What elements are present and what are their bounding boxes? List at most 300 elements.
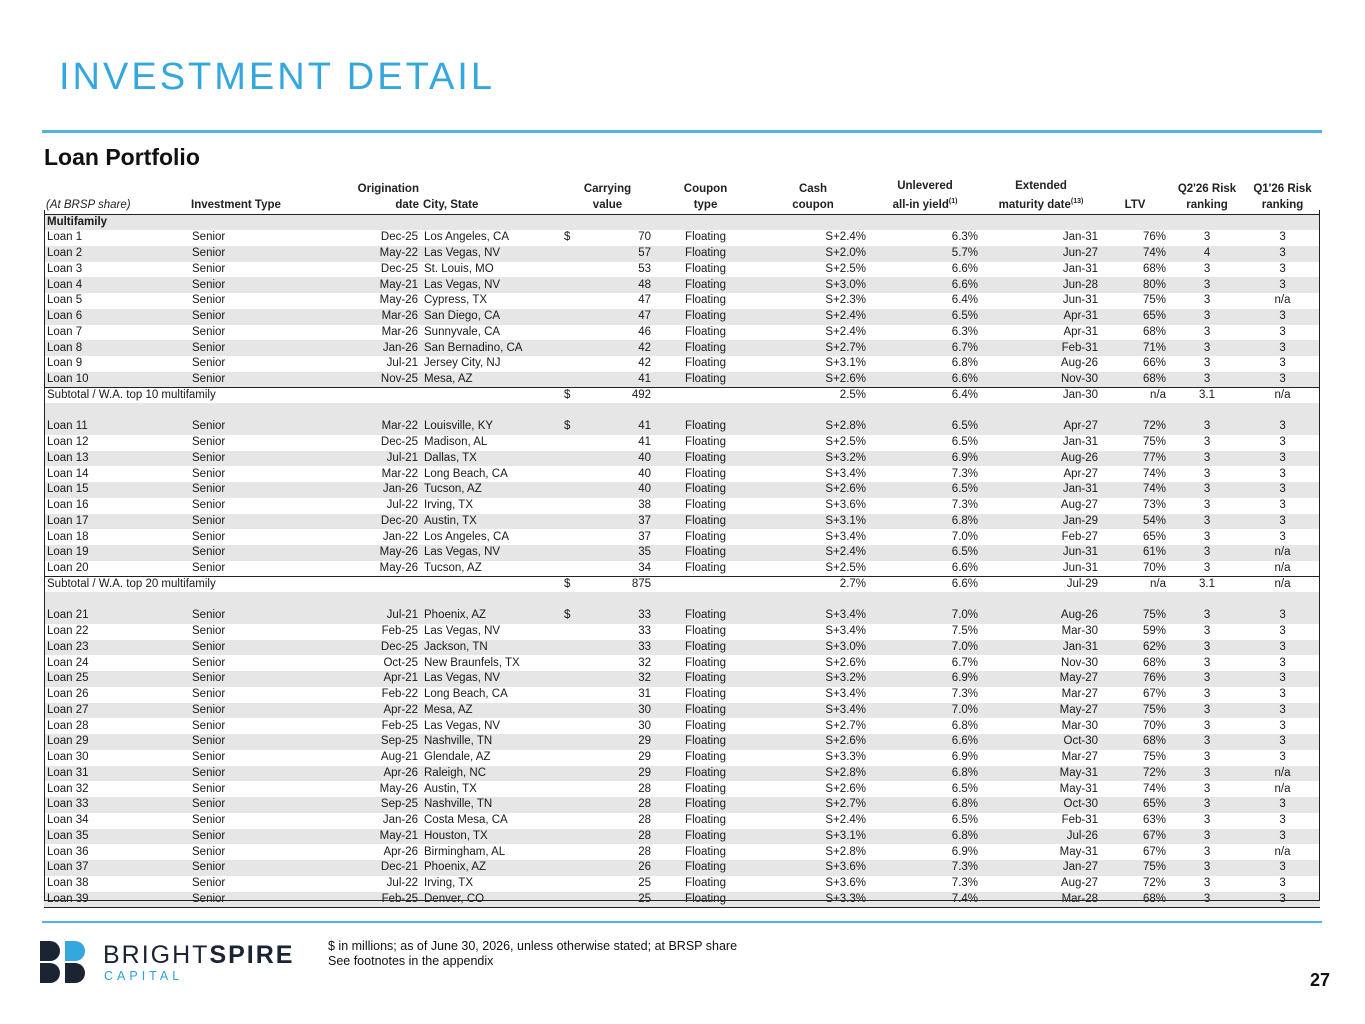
table-row	[44, 608, 1320, 624]
cell-unlevered-yield: 6.5%	[951, 436, 979, 449]
cell-cash-coupon: S+2.4%	[825, 325, 867, 338]
cell-extended-maturity: Aug-27	[1060, 499, 1099, 512]
cell-ltv: 67%	[1142, 688, 1167, 701]
cell-q2-risk-ranking: 3	[1203, 625, 1211, 638]
cell-q1-risk-ranking: n/a	[1274, 561, 1291, 574]
cell-cash-coupon: S+3.6%	[825, 877, 867, 890]
cell-q2-risk-ranking: 3	[1169, 419, 1245, 435]
cell-unlevered-yield: 7.0%	[869, 608, 981, 624]
cell-origination-date: Jul-21	[309, 451, 421, 467]
table-row	[44, 340, 1320, 356]
cell-name: Loan 31	[44, 766, 189, 782]
cell-city-state: Mesa, AZ	[421, 703, 561, 719]
cell-dollar-sign	[561, 482, 581, 498]
table-row	[44, 687, 1320, 703]
cell-city-state: Denver, CO	[421, 892, 561, 908]
cell-investment-type: Senior	[192, 845, 226, 858]
cell-carrying-value: 28	[638, 782, 652, 795]
subtotal-row	[44, 577, 1320, 593]
cell-coupon-type: Floating	[654, 309, 757, 325]
cell-city-state: Jersey City, NJ	[424, 357, 501, 370]
cell-dollar-sign	[561, 813, 581, 829]
cell-investment-type: Senior	[189, 608, 309, 624]
cell-name: Loan 5	[47, 294, 83, 307]
cell-dollar-sign	[561, 356, 581, 372]
cell-carrying-value: 40	[638, 467, 652, 480]
cell-name: Loan 11	[44, 419, 189, 435]
cell-extended-maturity: Nov-30	[981, 372, 1101, 388]
cell-unlevered-yield: 7.0%	[869, 703, 981, 719]
cell-dollar-sign: $	[561, 608, 581, 624]
cell-q2-risk-ranking: 3	[1169, 860, 1245, 876]
table-row	[44, 482, 1320, 498]
cell-unlevered-yield: 6.6%	[869, 372, 981, 388]
cell-dollar-sign	[561, 844, 581, 860]
cell-ltv: 68%	[1142, 325, 1167, 338]
cell-dollar-sign	[561, 797, 581, 813]
table-row	[44, 545, 1320, 561]
cell-unlevered-yield: 6.6%	[869, 577, 981, 593]
cell-carrying-value: 41	[638, 436, 652, 449]
cell-coupon-type	[654, 388, 757, 404]
cell-cash-coupon: S+3.3%	[757, 892, 869, 908]
cell-city-state: Phoenix, AZ	[421, 860, 561, 876]
cell-q1-risk-ranking: 3	[1245, 703, 1320, 719]
cell-ltv: 65%	[1101, 309, 1169, 325]
cell-cash-coupon: S+2.4%	[825, 814, 867, 827]
cell-name: Loan 8	[44, 340, 189, 356]
table-row	[44, 498, 1320, 514]
cell-origination-date: Mar-22	[309, 419, 421, 435]
cell-cash-coupon: S+3.4%	[757, 703, 869, 719]
footnote-line-2: See footnotes in the appendix	[328, 954, 494, 968]
cell-carrying-value: 37	[581, 514, 654, 530]
cell-origination-date: Jul-22	[386, 877, 418, 890]
cell-q2-risk-ranking: 3	[1169, 703, 1245, 719]
cell-investment-type: Senior	[189, 829, 309, 845]
cell-unlevered-yield: 6.8%	[869, 766, 981, 782]
cell-q1-risk-ranking: 3	[1245, 309, 1320, 325]
cell-carrying-value: 57	[581, 246, 654, 262]
spacer-row	[44, 403, 1320, 419]
cell-coupon-type: Floating	[654, 671, 757, 687]
cell-q1-risk-ranking: 3	[1245, 246, 1320, 262]
table-row	[44, 435, 1320, 451]
cell-dollar-sign	[561, 624, 581, 640]
cell-q1-risk-ranking: 3	[1279, 436, 1286, 449]
table-row	[44, 860, 1320, 876]
cell-dollar-sign	[561, 372, 581, 388]
cell-q1-risk-ranking: 3	[1279, 656, 1286, 669]
cell-carrying-value: 29	[581, 766, 654, 782]
cell-q2-risk-ranking: 3	[1203, 467, 1211, 480]
table-row	[44, 419, 1320, 435]
cell-coupon-type: Floating	[685, 467, 726, 480]
cell-q2-risk-ranking: 3	[1203, 877, 1211, 890]
cell-carrying-value: 40	[581, 451, 654, 467]
table-row	[44, 514, 1320, 530]
table-row	[44, 671, 1320, 687]
cell-coupon-type: Floating	[654, 340, 757, 356]
cell-unlevered-yield: 6.5%	[869, 545, 981, 561]
cell-cash-coupon: S+3.2%	[757, 671, 869, 687]
cell-q2-risk-ranking: 3	[1203, 357, 1211, 370]
cell-coupon-type: Floating	[685, 625, 726, 638]
cell-carrying-value: 41	[581, 419, 654, 435]
cell-extended-maturity: Jan-31	[1062, 231, 1099, 244]
cell-dollar-sign	[561, 781, 581, 797]
cell-carrying-value: 48	[581, 277, 654, 293]
cell-ltv: 75%	[1101, 608, 1169, 624]
cell-dollar-sign	[561, 277, 581, 293]
cell-cash-coupon: S+2.4%	[757, 545, 869, 561]
table-row	[44, 624, 1320, 640]
cell-coupon-type: Floating	[654, 860, 757, 876]
cell-city-state: Sunnyvale, CA	[424, 325, 501, 338]
cell-name: Loan 7	[47, 325, 83, 338]
cell-extended-maturity: Aug-26	[981, 608, 1101, 624]
table-row	[44, 734, 1320, 750]
cell-name: Loan 13	[44, 451, 189, 467]
cell-q2-risk-ranking: 4	[1169, 246, 1245, 262]
cell-name: Loan 38	[47, 877, 89, 890]
cell-investment-type: Senior	[192, 231, 226, 244]
cell-city-state: Birmingham, AL	[424, 845, 506, 858]
cell-extended-maturity: Jun-28	[981, 277, 1101, 293]
cell-origination-date: Feb-22	[381, 688, 418, 701]
cell-investment-type: Senior	[192, 357, 226, 370]
cell-unlevered-yield: 6.8%	[869, 797, 981, 813]
cell-q1-risk-ranking: n/a	[1274, 782, 1291, 795]
cell-name: Loan 15	[44, 482, 189, 498]
header-extended-maturity: Extended maturity date$^{(13)}$	[981, 178, 1101, 214]
cell-unlevered-yield: 6.5%	[869, 419, 981, 435]
cell-ltv: 59%	[1142, 625, 1167, 638]
cell-extended-maturity: May-27	[981, 703, 1101, 719]
cell-dollar-sign: $	[561, 577, 581, 593]
cell-coupon-type: Floating	[654, 797, 757, 813]
cell-extended-maturity: Apr-31	[981, 309, 1101, 325]
cell-extended-maturity: May-31	[1059, 782, 1099, 795]
cell-dollar-sign: $	[564, 231, 571, 244]
cell-unlevered-yield: 6.3%	[951, 325, 979, 338]
spacer-cell	[44, 592, 1320, 608]
cell-q1-risk-ranking: 3	[1245, 608, 1320, 624]
cell-coupon-type: Floating	[654, 419, 757, 435]
cell-city-state: Las Vegas, NV	[424, 719, 501, 732]
cell-coupon-type: Floating	[685, 231, 726, 244]
cell-coupon-type: Floating	[685, 814, 726, 827]
brightspire-logo	[40, 941, 310, 985]
cell-investment-type: Senior	[192, 561, 226, 574]
cell-extended-maturity: Aug-26	[1060, 357, 1099, 370]
table-row	[44, 230, 1320, 246]
cell-carrying-value: 38	[638, 499, 652, 512]
cell-unlevered-yield: 7.3%	[951, 877, 979, 890]
cell-investment-type: Senior	[189, 340, 309, 356]
cell-origination-date: Feb-25	[309, 892, 421, 908]
cell-dollar-sign	[561, 451, 581, 467]
brand-name: BRIGHTSPIRE	[103, 941, 295, 969]
cell-cash-coupon: S+2.7%	[825, 719, 867, 732]
cell-coupon-type: Floating	[654, 829, 757, 845]
cell-q1-risk-ranking: 3	[1245, 734, 1320, 750]
cell-q1-risk-ranking: n/a	[1274, 845, 1291, 858]
cell-ltv: 70%	[1142, 719, 1167, 732]
cell-q1-risk-ranking: 3	[1245, 860, 1320, 876]
cell-ltv: 65%	[1142, 530, 1167, 543]
cell-q1-risk-ranking: 3	[1279, 877, 1286, 890]
cell-coupon-type: Floating	[685, 262, 726, 275]
cell-extended-maturity: May-31	[1059, 845, 1099, 858]
cell-investment-type: Senior	[192, 294, 226, 307]
cell-q2-risk-ranking: 3.1	[1169, 388, 1245, 404]
cell-cash-coupon: S+2.6%	[825, 656, 867, 669]
cell-name: Loan 33	[44, 797, 189, 813]
cell-coupon-type: Floating	[685, 719, 726, 732]
cell-unlevered-yield: 7.3%	[951, 688, 979, 701]
cell-city-state: Nashville, TN	[421, 797, 561, 813]
cell-dollar-sign	[561, 655, 581, 671]
cell-cash-coupon: S+3.3%	[825, 751, 867, 764]
cell-q2-risk-ranking: 3	[1169, 309, 1245, 325]
cell-origination-date: Dec-25	[309, 640, 421, 656]
cell-coupon-type: Floating	[654, 766, 757, 782]
cell-city-state: Costa Mesa, CA	[424, 814, 508, 827]
cell-carrying-value: 29	[638, 751, 652, 764]
cell-name: Loan 24	[47, 656, 89, 669]
cell-q2-risk-ranking: 3	[1203, 294, 1211, 307]
cell-name: Loan 26	[47, 688, 89, 701]
cell-ltv: 68%	[1101, 372, 1169, 388]
cell-ltv: 68%	[1142, 262, 1167, 275]
cell-cash-coupon: S+2.8%	[757, 766, 869, 782]
cell-city-state: Jackson, TN	[421, 640, 561, 656]
cell-carrying-value: 47	[638, 294, 652, 307]
cell-extended-maturity: May-27	[981, 671, 1101, 687]
cell-city-state: Mesa, AZ	[421, 372, 561, 388]
cell-q2-risk-ranking: 3	[1169, 829, 1245, 845]
cell-cash-coupon: S+2.6%	[757, 372, 869, 388]
cell-city-state: San Diego, CA	[421, 309, 561, 325]
table-row	[44, 703, 1320, 719]
cell-dollar-sign	[561, 246, 581, 262]
cell-origination-date: May-21	[309, 829, 421, 845]
table-row	[44, 246, 1320, 262]
cell-carrying-value: 35	[581, 545, 654, 561]
cell-extended-maturity: Jun-31	[981, 545, 1101, 561]
cell-dollar-sign	[561, 687, 581, 703]
cell-name: Loan 1	[47, 231, 83, 244]
brand-subtitle: CAPITAL	[104, 969, 184, 983]
cell-ltv: 66%	[1142, 357, 1167, 370]
cell-carrying-value: 33	[581, 640, 654, 656]
cell-unlevered-yield: 7.4%	[869, 892, 981, 908]
cell-name: Loan 3	[47, 262, 83, 275]
cell-coupon-type: Floating	[654, 277, 757, 293]
cell-unlevered-yield: 6.5%	[951, 814, 979, 827]
cell-unlevered-yield: 6.7%	[869, 340, 981, 356]
cell-city-state: Las Vegas, NV	[424, 625, 501, 638]
cell-city-state: Glendale, AZ	[424, 751, 491, 764]
cell-cash-coupon: S+3.6%	[825, 499, 867, 512]
cell-ltv: 68%	[1101, 892, 1169, 908]
footnote	[328, 939, 737, 969]
cell-ltv: 72%	[1101, 419, 1169, 435]
cell-ltv: 54%	[1101, 514, 1169, 530]
cell-dollar-sign	[561, 860, 581, 876]
header-carrying-value: Carrying value	[561, 178, 654, 214]
cell-name: Loan 12	[47, 436, 89, 449]
spacer-cell	[44, 403, 1320, 419]
cell-name: Loan 17	[44, 514, 189, 530]
cell-q2-risk-ranking: 3	[1203, 499, 1211, 512]
cell-extended-maturity: Jun-31	[1062, 294, 1099, 307]
table-row	[44, 466, 1320, 482]
cell-ltv: 68%	[1142, 656, 1167, 669]
cell-dollar-sign	[561, 671, 581, 687]
section-row	[44, 214, 1320, 230]
cell-q2-risk-ranking: 3	[1169, 340, 1245, 356]
cell-dollar-sign	[561, 262, 581, 278]
cell-investment-type: Senior	[192, 467, 226, 480]
cell-city-state: Nashville, TN	[421, 734, 561, 750]
table-row	[44, 262, 1320, 278]
cell-cash-coupon: S+2.5%	[825, 262, 867, 275]
table-row	[44, 451, 1320, 467]
cell-coupon-type: Floating	[685, 294, 726, 307]
cell-investment-type: Senior	[189, 766, 309, 782]
cell-origination-date: May-26	[309, 545, 421, 561]
cell-q2-risk-ranking: 3	[1203, 262, 1211, 275]
cell-city-state: Phoenix, AZ	[421, 608, 561, 624]
cell-q1-risk-ranking: 3	[1245, 671, 1320, 687]
header-q1-risk-ranking: Q1'26 Risk ranking	[1245, 178, 1320, 214]
table-row	[44, 876, 1320, 892]
cell-extended-maturity: Mar-28	[981, 892, 1101, 908]
logo-mark-icon	[40, 941, 88, 983]
cell-ltv: 74%	[1101, 482, 1169, 498]
cell-city-state: Austin, TX	[421, 514, 561, 530]
cell-ltv: 73%	[1142, 499, 1167, 512]
cell-name: Loan 28	[47, 719, 89, 732]
cell-city-state: Long Beach, CA	[424, 467, 508, 480]
cell-extended-maturity: Jan-29	[981, 514, 1101, 530]
header-cash-coupon: Cash coupon	[757, 178, 869, 214]
cell-cash-coupon: S+2.8%	[757, 419, 869, 435]
cell-q2-risk-ranking: 3	[1203, 530, 1211, 543]
cell-origination-date: May-21	[309, 277, 421, 293]
cell-origination-date: Mar-26	[381, 325, 418, 338]
cell-q1-risk-ranking: 3	[1279, 357, 1286, 370]
cell-investment-type: Senior	[192, 688, 226, 701]
cell-ltv: 75%	[1101, 860, 1169, 876]
cell-q1-risk-ranking: n/a	[1245, 545, 1320, 561]
cell-name: Loan 34	[47, 814, 89, 827]
cell-investment-type: Senior	[192, 530, 226, 543]
cell-dollar-sign	[561, 703, 581, 719]
cell-cash-coupon: S+3.4%	[825, 530, 867, 543]
cell-coupon-type: Floating	[685, 561, 726, 574]
cell-coupon-type: Floating	[654, 545, 757, 561]
cell-q2-risk-ranking: 3.1	[1169, 577, 1245, 593]
cell-origination-date: Jan-22	[382, 530, 418, 543]
cell-cash-coupon: S+2.5%	[825, 436, 867, 449]
cell-q2-risk-ranking: 3	[1169, 892, 1245, 908]
cell-cash-coupon: S+2.5%	[825, 561, 867, 574]
cell-name: Loan 21	[44, 608, 189, 624]
cell-extended-maturity: Mar-30	[1061, 625, 1099, 638]
table-row	[44, 529, 1320, 545]
cell-cash-coupon: 2.7%	[757, 577, 869, 593]
cell-q1-risk-ranking: 3	[1279, 530, 1286, 543]
cell-cash-coupon: S+3.2%	[757, 451, 869, 467]
cell-q2-risk-ranking: 3	[1169, 277, 1245, 293]
cell-cash-coupon: S+3.4%	[757, 608, 869, 624]
cell-unlevered-yield: 6.8%	[869, 829, 981, 845]
cell-investment-type: Senior	[189, 372, 309, 388]
cell-name: Loan 30	[47, 751, 89, 764]
cell-origination-date: Mar-22	[381, 467, 418, 480]
cell-q1-risk-ranking: 3	[1279, 467, 1286, 480]
cell-carrying-value: 28	[638, 814, 652, 827]
cell-ltv: 76%	[1142, 231, 1167, 244]
cell-dollar-sign	[561, 340, 581, 356]
page-title: INVESTMENT DETAIL	[59, 56, 495, 98]
cell-q1-risk-ranking: 3	[1279, 231, 1286, 244]
cell-name: Loan 37	[44, 860, 189, 876]
cell-city-state: Long Beach, CA	[424, 688, 508, 701]
cell-extended-maturity: Oct-30	[981, 734, 1101, 750]
cell-ltv: 67%	[1101, 829, 1169, 845]
cell-coupon-type: Floating	[654, 514, 757, 530]
cell-q2-risk-ranking: 3	[1169, 608, 1245, 624]
cell-extended-maturity: Jan-30	[981, 388, 1101, 404]
cell-unlevered-yield: 6.7%	[951, 656, 979, 669]
cell-q2-risk-ranking: 3	[1169, 451, 1245, 467]
cell-ltv: 68%	[1101, 734, 1169, 750]
cell-cash-coupon: S+3.1%	[757, 514, 869, 530]
cell-cash-coupon: S+2.3%	[825, 294, 867, 307]
cell-unlevered-yield: 6.8%	[869, 514, 981, 530]
cell-unlevered-yield: 6.5%	[869, 309, 981, 325]
cell-city-state: Dallas, TX	[421, 451, 561, 467]
cell-cash-coupon: S+2.6%	[757, 734, 869, 750]
cell-unlevered-yield: 7.0%	[951, 530, 979, 543]
cell-q1-risk-ranking: n/a	[1245, 766, 1320, 782]
cell-dollar-sign: $	[561, 419, 581, 435]
cell-ltv: 74%	[1101, 246, 1169, 262]
cell-dollar-sign	[561, 640, 581, 656]
cell-q2-risk-ranking: 3	[1169, 514, 1245, 530]
cell-carrying-value: 46	[638, 325, 652, 338]
cell-city-state: Las Vegas, NV	[421, 277, 561, 293]
cell-unlevered-yield: 6.8%	[951, 719, 979, 732]
cell-ltv: 75%	[1101, 703, 1169, 719]
cell-q1-risk-ranking: 3	[1245, 482, 1320, 498]
cell-unlevered-yield: 6.5%	[869, 482, 981, 498]
table-body	[44, 214, 1320, 907]
section-title: Loan Portfolio	[44, 144, 200, 170]
cell-cash-coupon: S+2.6%	[825, 782, 867, 795]
cell-ltv: 75%	[1142, 436, 1167, 449]
cell-origination-date: May-26	[379, 561, 418, 574]
cell-extended-maturity: Aug-26	[981, 451, 1101, 467]
cell-city-state: Louisville, KY	[421, 419, 561, 435]
footer-divider	[42, 921, 1322, 923]
cell-carrying-value: 37	[638, 530, 652, 543]
cell-ltv: 70%	[1142, 561, 1167, 574]
